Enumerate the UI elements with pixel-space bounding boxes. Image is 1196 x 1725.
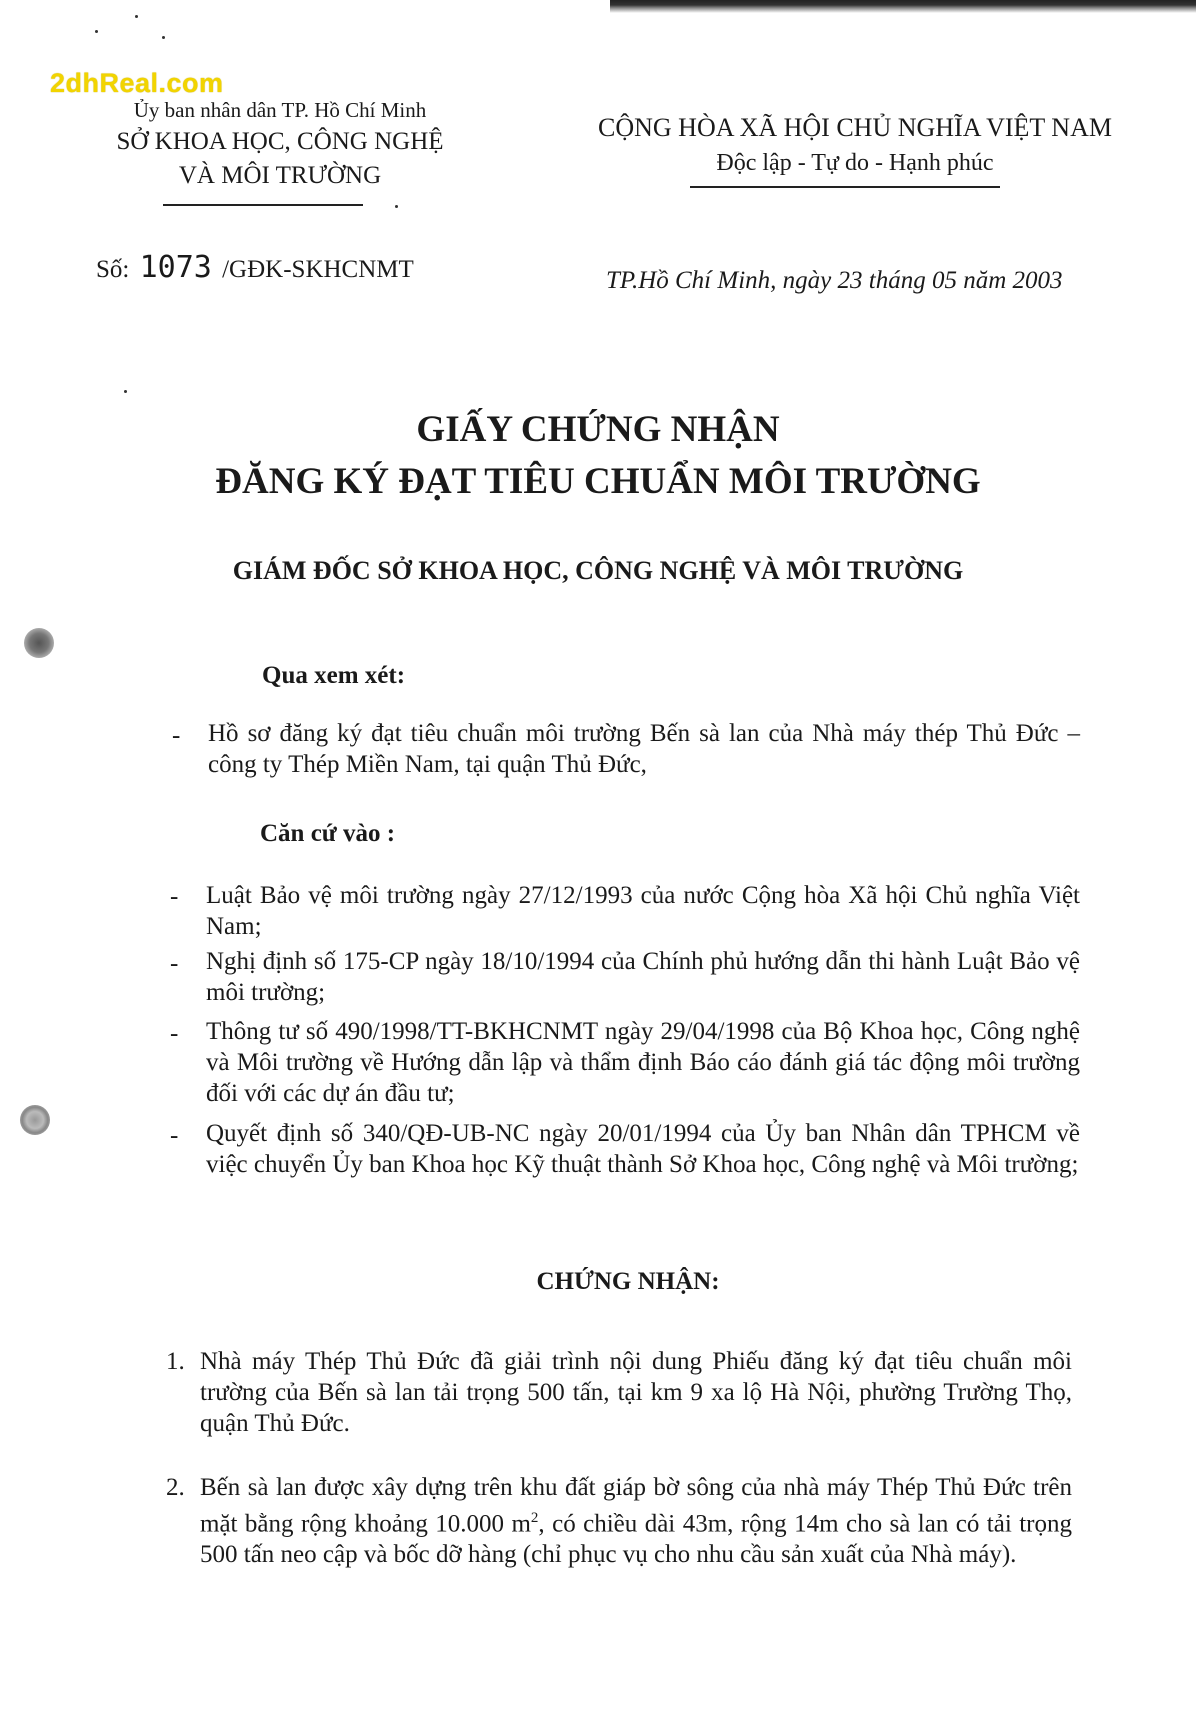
basis-item: Nghị định số 175-CP ngày 18/10/1994 của Chính phủ hướng dẫn thi hành Luật Bảo vệ môi trường; [206,948,1080,1006]
national-title: CỘNG HÒA XÃ HỘI CHỦ NGHĨA VIỆT NAM [598,113,1112,142]
scan-speck [395,205,398,208]
doc-number-value: 1073 [139,250,212,285]
bullet-dash: - [170,883,179,910]
national-motto: Độc lập - Tự do - Hạnh phúc [716,150,994,176]
area-superscript: 2 [530,1510,539,1526]
document-title-line2: ĐĂNG KÝ ĐẠT TIÊU CHUẨN MÔI TRƯỜNG [215,461,981,502]
document-number [96,250,414,285]
agency-name-line2: VÀ MÔI TRƯỜNG [178,162,382,189]
certify-heading: CHỨNG NHẬN: [536,1268,720,1295]
punch-hole-bottom [20,1105,50,1135]
basis-item: Thông tư số 490/1998/TT-BKHCNMT ngày 29/04/1998 của Bộ Khoa học, Công nghệ và Môi trường về Hướng dẫn lập và thẩm định Báo cáo đánh giá tác động môi trường đối với các dự án đầu tư; [206,1018,1080,1107]
review-item: Hồ sơ đăng ký đạt tiêu chuẩn môi trường Bến sà lan của Nhà máy thép Thủ Đức – công ty Thép Miền Nam, tại quận Thủ Đức, [208,720,1080,778]
watermark-logo: 2dhReal.com [50,68,224,98]
certify-item-text: Bến sà lan được xây dựng trên khu đất giáp bờ sông của nhà máy Thép Thủ Đức trên mặt bằng rộng khoảng 10.000 m [200,1474,1072,1538]
doc-number-suffix: /GĐK-SKHCNMT [222,256,414,283]
certify-item: Nhà máy Thép Thủ Đức đã giải trình nội dung Phiếu đăng ký đạt tiêu chuẩn môi trường của Bến sà lan tải trọng 500 tấn, tại km 9 xa lộ Hà Nội, phường Trường Thọ, quận Thủ Đức. [200,1348,1072,1437]
agency-name-line1: SỞ KHOA HỌC, CÔNG NGHỆ [116,128,444,155]
agency-underline [163,204,363,206]
basis-item: Luật Bảo vệ môi trường ngày 27/12/1993 của nước Cộng hòa Xã hội Chủ nghĩa Việt Nam; [206,882,1080,940]
scan-speck [124,390,127,393]
certify-item-number: 1. [166,1348,185,1375]
basis-heading: Căn cứ vào : [260,820,396,847]
agency-parent: Ủy ban nhân dân TP. Hồ Chí Minh [133,98,427,122]
document-date: TP.Hồ Chí Minh, ngày 23 tháng 05 năm 2003 [606,267,1063,294]
certify-item-text: , có chiều dài 43m, rộng 14m cho sà lan có tải trọng 500 tấn neo cập và bốc dỡ hàng (chỉ phục vụ cho nhu cầu sản xuất của Nhà máy). [200,1510,1073,1569]
bullet-dash: - [172,722,181,749]
issuing-authority: GIÁM ĐỐC SỞ KHOA HỌC, CÔNG NGHỆ VÀ MÔI TRƯỜNG [232,556,964,585]
review-heading: Qua xem xét: [262,662,406,689]
basis-item: Quyết định số 340/QĐ-UB-NC ngày 20/01/1994 của Ủy ban Nhân dân TPHCM về việc chuyển Ủy ban Khoa học Kỹ thuật thành Sở Khoa học, Công nghệ và Môi trường; [206,1120,1080,1178]
bullet-dash: - [170,1122,179,1149]
punch-hole-top [24,628,54,658]
doc-number-prefix: Số: [96,256,130,283]
bullet-dash: - [170,1020,179,1047]
bullet-dash: - [170,950,179,977]
certify-item-number: 2. [166,1474,185,1501]
certify-item [200,1472,1072,1570]
scan-edge-artifact [610,0,1196,14]
scan-speck [135,15,138,18]
scan-speck [162,36,165,39]
scan-speck [95,30,98,33]
motto-underline [690,186,1000,188]
document-title-line1: GIẤY CHỨNG NHẬN [416,409,780,450]
